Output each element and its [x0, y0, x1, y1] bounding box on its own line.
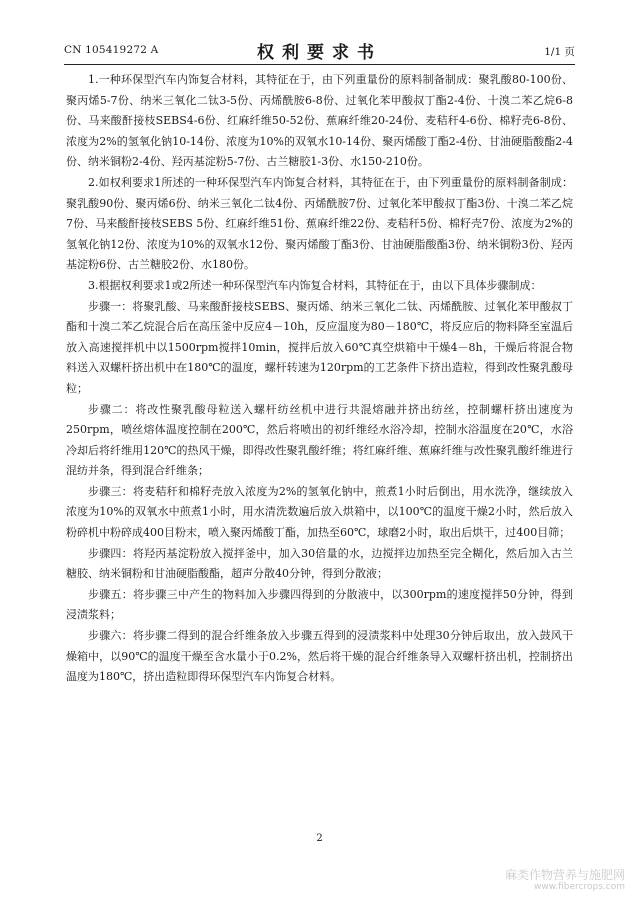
claim-2: 2.如权利要求1所述的一种环保型汽车内饰复合材料，其特征在于，由下列重量份的原料制备制成：聚乳酸90份、聚丙烯6份、纳米三氧化二钛4份、丙烯酰胺7份、过氧化苯甲酸叔丁酯3份、十溴二苯乙烷7份、马来酸酐接枝SEBS 5份、红麻纤维51份、蕉麻纤维22份、麦秸秆5份、棉籽壳7份、浓度为2%的氢氧化钠12份、浓度为10%的双氧水12份、聚丙烯酸丁酯3份、甘油硬脂酸酯3份、纳米铜粉3份、羟丙基淀粉6份、古兰糖胶2份、水180份。 [66, 175, 573, 272]
step-6: 步骤六：将步骤二得到的混合纤维条放入步骤五得到的浸渍浆料中处理30分钟后取出，放入鼓风干燥箱中，以90℃的温度干燥至含水量小于0.2%，然后将干燥的混合纤维条导入双螺杆挤出机，控制挤出温度为180℃，挤出造粒即得环保型汽车内饰复合材料。 [66, 629, 573, 684]
claims-body [66, 70, 573, 688]
patent-number: CN 105419272 A [64, 44, 159, 56]
page-number: 2 [316, 833, 323, 844]
claim-3: 3.根据权利要求1或2所述一种环保型汽车内饰复合材料，其特征在于，由以下具体步骤制成： [88, 278, 542, 292]
claim-1: 1.一种环保型汽车内饰复合材料，其特征在于，由下列重量份的原料制备制成：聚乳酸80-100份、聚丙烯5-7份、纳米三氧化二钛3-5份、丙烯酰胺6-8份、过氧化苯甲酸叔丁酯2-4份、十溴二苯乙烷6-8份、马来酸酐接枝SEBS4-6份、红麻纤维50-52份、蕉麻纤维20-24份、麦秸秆4-6份、棉籽壳6-8份、浓度为2%的氢氧化钠10-14份、浓度为10%的双氧水10-14份、聚丙烯酸丁酯2-4份、甘油硬脂酸酯2-4份、纳米铜粉2-4份、羟丙基淀粉5-7份、古兰糖胶1-3份、水150-210份。 [66, 73, 573, 169]
site-watermark [505, 868, 625, 893]
step-3: 步骤三：将麦秸秆和棉籽壳放入浓度为2%的氢氧化钠中，煎煮1小时后倒出，用水洗净，继续放入浓度为10%的双氧水中煎煮1小时，用水清洗数遍后放入烘箱中，以100℃的温度干燥2小时，然后放入粉碎机中粉碎成400目粉末，喷入聚丙烯酸丁酯，加热至60℃，球磨2小时，取出后烘干，过400目筛； [66, 484, 573, 540]
step-2: 步骤二：将改性聚乳酸母粒送入螺杆纺丝机中进行共混熔融并挤出纺丝，控制螺杆挤出速度为250rpm，喷丝熔体温度控制在200℃，然后将喷出的初纤维经水浴冷却，控制水浴温度在20℃，水浴冷却后将纤维用120℃的热风干燥，即得改性聚乳酸纤维；将红麻纤维、蕉麻纤维与改性聚乳酸纤维进行混纺并条，得到混合纤维条； [66, 402, 573, 478]
watermark-site-name: 麻类作物营养与施肥网 [504, 868, 625, 882]
step-4: 步骤四：将羟丙基淀粉放入搅拌釜中，加入30倍量的水，边搅拌边加热至完全糊化，然后加入古兰糖胶、纳米铜粉和甘油硬脂酸酯，超声分散40分钟，得到分散液； [66, 546, 573, 581]
header-divider [64, 64, 575, 65]
step-5: 步骤五：将步骤三中产生的物料加入步骤四得到的分散液中，以300rpm的速度搅拌50分钟，得到浸渍浆料； [66, 587, 573, 622]
step-1: 步骤一：将聚乳酸、马来酸酐接枝SEBS、聚丙烯、纳米三氧化二钛、丙烯酰胺、过氧化苯甲酸叔丁酯和十溴二苯乙烷混合后在高压釜中反应4－10h，反应温度为80－180℃，将反应后的物料降至室温后放入高速搅拌机中以1500rpm搅拌10min，搅拌后放入60℃真空烘箱中干燥4－8h，干燥后将混合物料送入双螺杆挤出机中在180℃的温度，螺杆转速为120rpm的工艺条件下挤出造粒，得到改性聚乳酸母粒； [66, 299, 573, 395]
watermark-url: www.fibercrops.com [534, 882, 625, 892]
page-counter: 1/1 页 [544, 46, 575, 58]
document-title: 权利要求书 [257, 43, 382, 63]
document-header [64, 38, 575, 63]
